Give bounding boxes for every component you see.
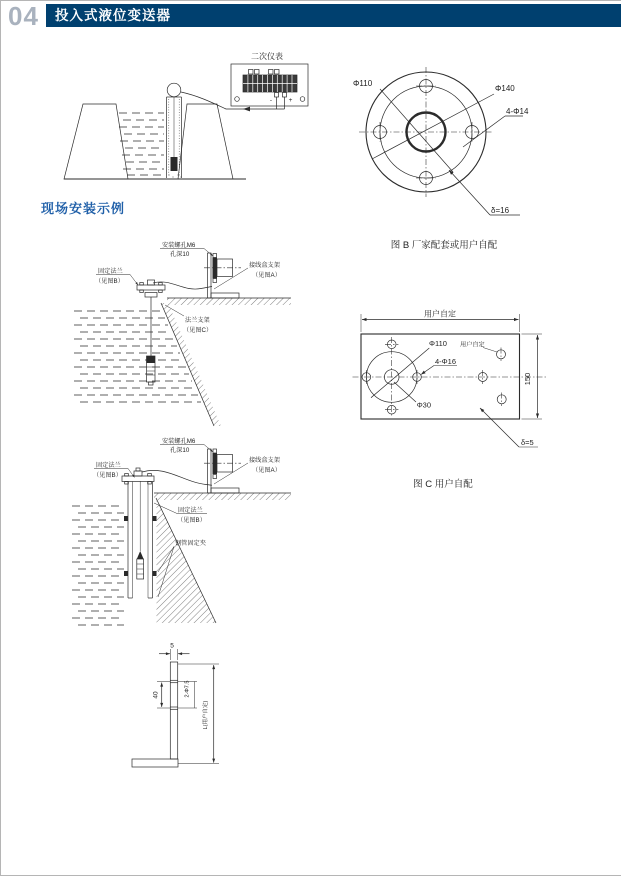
cable-gland-cap	[167, 83, 181, 97]
dim-center-hole-label: Φ30	[416, 400, 432, 410]
pipe-clamp	[153, 516, 157, 521]
dim-holes-label: 4-Φ16	[435, 357, 456, 366]
figure-c-drawing	[346, 301, 561, 496]
screw-hole-label: 安装螺孔M6	[162, 242, 196, 249]
fixing-flange-label: 固定法兰	[96, 462, 121, 469]
dim-height-label: 150	[523, 372, 532, 386]
length-dimension	[178, 664, 219, 764]
dim-width-label: 用户自定	[424, 309, 456, 319]
dim-holes-label: 2-Φ7.5	[184, 680, 191, 698]
bracket-detail-drawing	[119, 637, 229, 772]
screw-icon	[300, 97, 305, 102]
figure-c-caption: 图 C 用户自配	[413, 479, 473, 490]
flange-bracket-label: 法兰支架	[185, 317, 210, 324]
dim-bolt-circle-label: Φ110	[353, 79, 373, 88]
pipe-clamp	[124, 516, 128, 521]
sensor-probe	[171, 157, 178, 171]
terminal-minus-label: -	[269, 97, 273, 104]
right-dimension	[522, 334, 543, 419]
holes-dimension	[178, 681, 197, 708]
wire-arrow-icon	[243, 107, 250, 112]
fixing-flange2-label: 固定法兰	[178, 507, 203, 514]
overview-diagram	[56, 45, 316, 185]
ground-and-bank	[161, 298, 291, 426]
section-heading: 现场安装示例	[41, 201, 126, 216]
dim-thickness-label: δ=5	[521, 438, 534, 447]
fixing-flange-ref: （见图B）	[93, 472, 122, 479]
flange-bracket-ref: （见图C）	[183, 327, 213, 334]
fixing-flange2-ref: （见图B）	[177, 517, 206, 524]
dim-length-label: L(用户自定)	[203, 700, 209, 730]
dim-bolt-circle-label: Φ110	[429, 339, 447, 348]
leaders	[372, 89, 523, 215]
guide-pipe	[167, 83, 182, 178]
user-holes-label: 用户自定	[460, 341, 485, 349]
pipe-clamp-label: 钢管固定夹	[175, 540, 206, 547]
centerlines	[359, 67, 493, 197]
water-surface	[74, 311, 201, 402]
sensor-probe	[137, 551, 144, 559]
junction-bracket-label: 接线盒支架	[249, 262, 280, 269]
bolt-circle-group	[353, 337, 547, 416]
terminal-plus-label: +	[288, 97, 293, 104]
instrument-label: 二次仪表	[251, 52, 283, 61]
fixing-flange-label: 固定法兰	[98, 268, 123, 275]
dim-thickness-label: δ=16	[491, 206, 510, 215]
callouts	[95, 241, 281, 334]
header-bar	[46, 4, 621, 27]
terminal-box	[231, 51, 308, 106]
pipe-clamp	[153, 571, 157, 576]
page-title: 投入式液位变送器	[55, 8, 171, 23]
junction-bracket-label: 接线盒支架	[249, 457, 280, 464]
hole-depth-label: 孔深10	[170, 447, 190, 454]
screw-hole-label: 安装螺孔M6	[162, 438, 196, 445]
top-dimension	[361, 309, 520, 333]
bracket-body	[132, 662, 178, 767]
dim-holes-label: 4-Φ14	[506, 107, 529, 116]
water-surface	[72, 506, 124, 625]
page-number: 04	[8, 1, 39, 31]
pipe-clamp	[124, 571, 128, 576]
thickness-dimension	[159, 643, 190, 661]
dim-outer-label: Φ140	[495, 84, 515, 93]
screw-icon	[235, 97, 240, 102]
tank-walls	[64, 104, 246, 179]
fixing-flange-ref: （见图B）	[95, 278, 124, 285]
figure-b-caption: 图 B 厂家配套或用户自配	[390, 240, 498, 251]
hole-spacing-dimension	[153, 682, 171, 709]
dim-thickness-label: 5	[170, 642, 174, 650]
junction-bracket-ref: （见图A）	[252, 272, 281, 279]
dim-hole-spacing-label: 40	[152, 691, 160, 699]
installation-diagram-1	[66, 233, 296, 433]
installation-diagram-2	[66, 429, 296, 631]
hole-depth-label: 孔深10	[170, 251, 190, 258]
junction-bracket-ref: （见图A）	[252, 467, 281, 474]
figure-b-drawing	[341, 63, 556, 255]
